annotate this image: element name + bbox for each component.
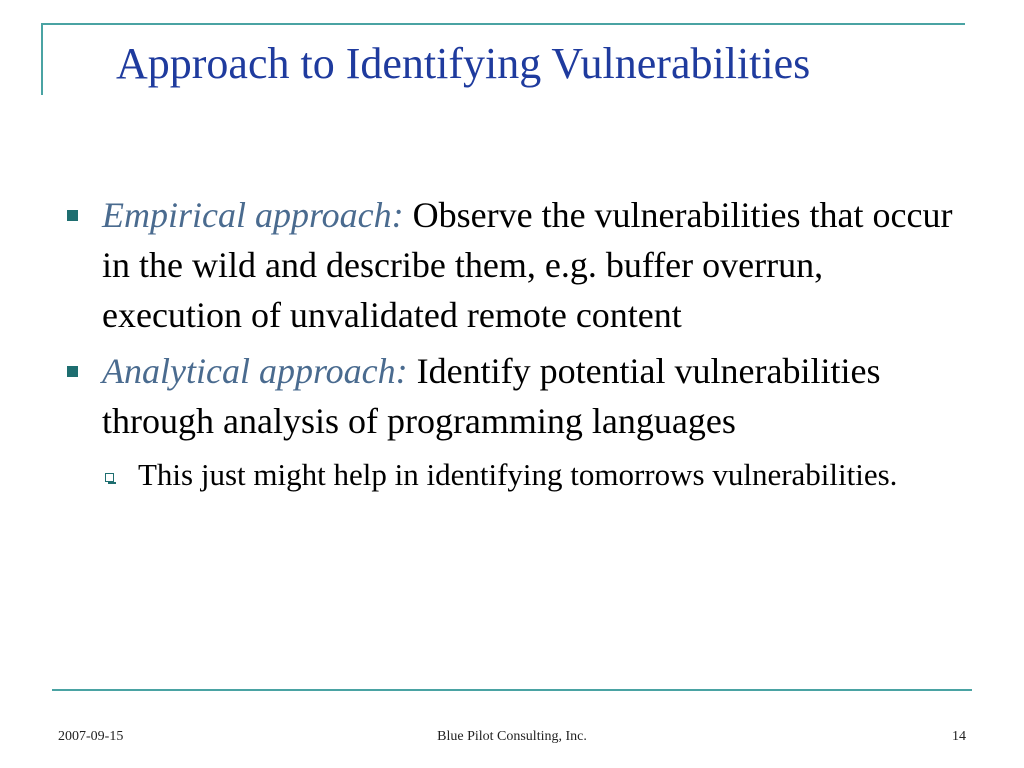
bullet-lead: Analytical approach: bbox=[102, 351, 408, 391]
square-bullet-icon bbox=[67, 366, 78, 377]
bullet-analytical bbox=[60, 346, 960, 446]
footer-date: 2007-09-15 bbox=[58, 729, 124, 744]
title-frame-top-line bbox=[41, 23, 965, 25]
footer-divider bbox=[52, 689, 972, 691]
bullet-text: Observe the vulnerabilities that occur in the wild and describe them, e.g. buffer overrun, execution of unvalidated remote content bbox=[102, 195, 953, 335]
bullet-empirical bbox=[60, 190, 960, 340]
footer-organization: Blue Pilot Consulting, Inc. bbox=[437, 729, 587, 744]
sub-bullet bbox=[102, 454, 960, 496]
bullet-text: Identify potential vulnerabilities through analysis of programming languages bbox=[102, 351, 881, 441]
bullet-lead: Empirical approach: bbox=[102, 195, 404, 235]
sub-bullet-text: This just might help in identifying tomorrows vulnerabilities. bbox=[138, 457, 898, 492]
title-frame-left-line bbox=[41, 23, 43, 95]
square-bullet-icon bbox=[67, 210, 78, 221]
slide-title: Approach to Identifying Vulnerabilities bbox=[116, 39, 811, 88]
hollow-square-bullet-icon bbox=[105, 473, 114, 482]
footer-page-number: 14 bbox=[952, 729, 966, 744]
bullet-list bbox=[60, 190, 960, 496]
